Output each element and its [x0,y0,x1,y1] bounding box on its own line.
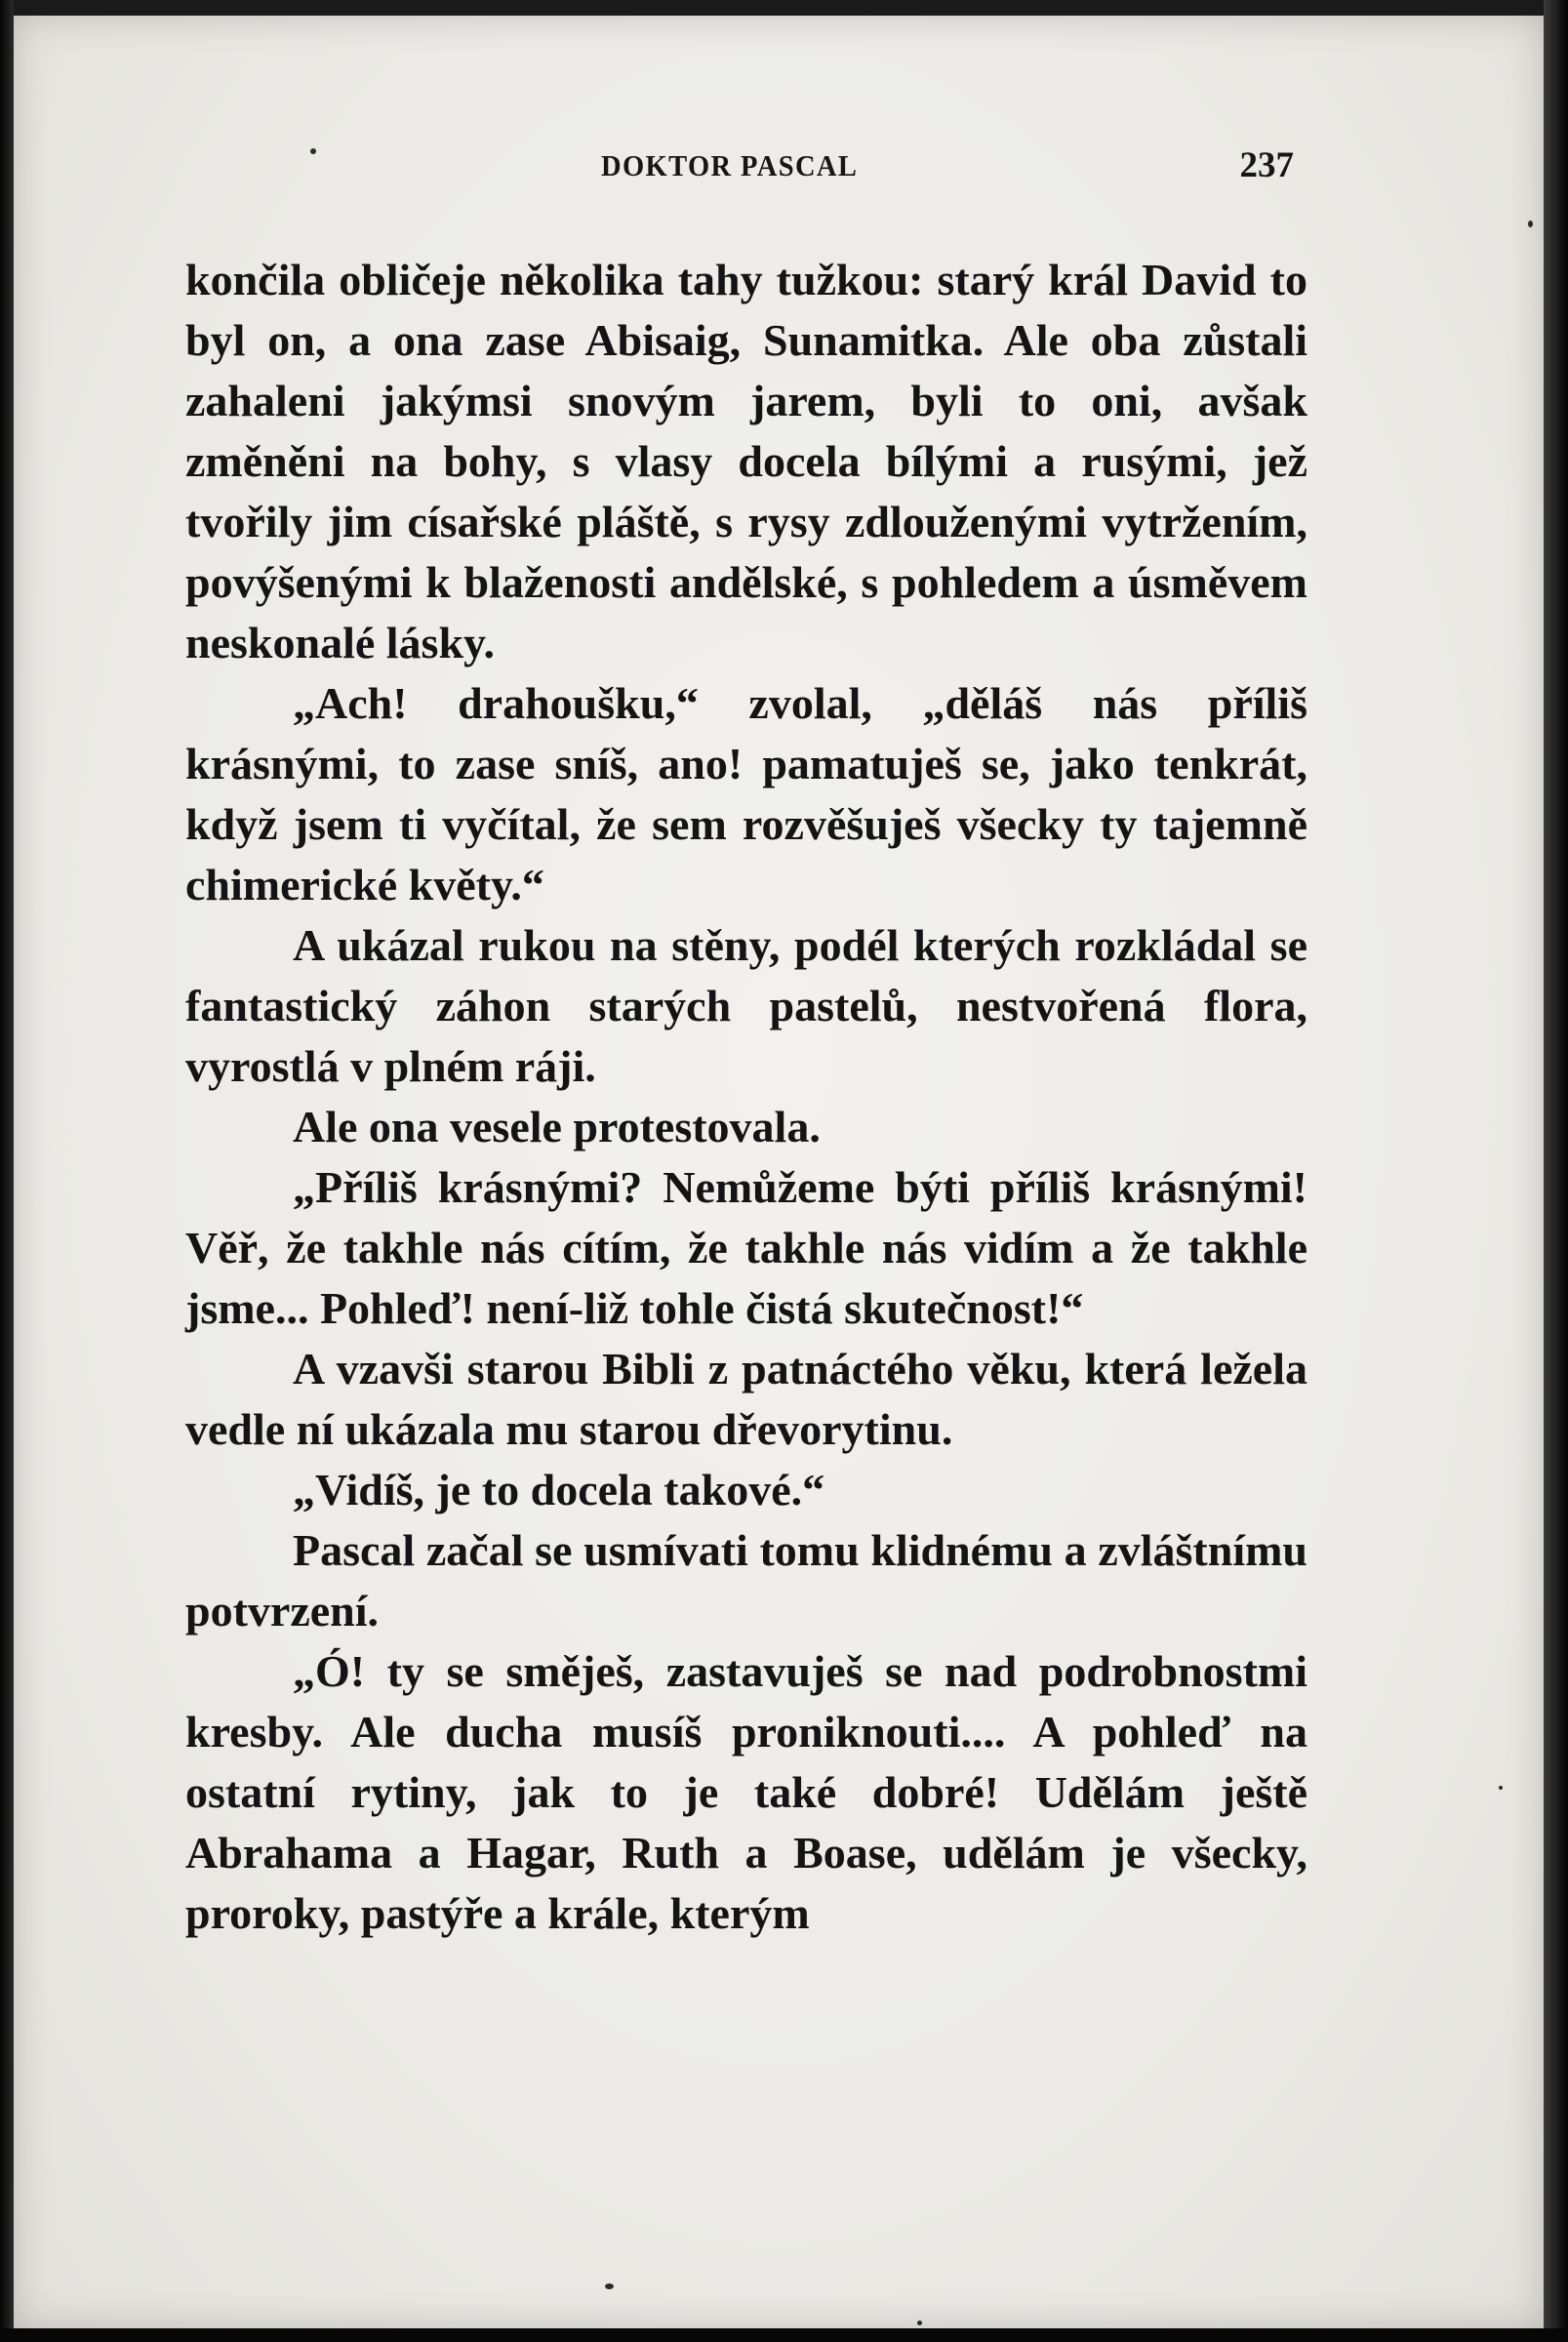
dust-speck [310,148,316,154]
body-text [185,250,1307,1944]
paragraph: A vzavši starou Bibli z patnáctého věku, která ležela vedle ní ukázala mu starou dřevorytinu. [185,1344,1307,1454]
running-title: DOKTOR PASCAL [601,148,859,182]
dust-speck [605,2283,614,2289]
page-header [601,145,1294,195]
dust-speck [1499,1786,1503,1790]
paragraph: A ukázal rukou na stěny, podél kterých rozkládal se fantastický záhon starých pastelů, nestvořená flora, vyrostlá v plném ráji. [185,920,1307,1091]
dust-speck [1528,221,1533,227]
paragraph: „Ach! drahoušku,“ zvolal, „děláš nás příliš krásnými, to zase sníš, ano! pamatuješ se, jako tenkrát, když jsem ti vyčítal, že sem rozvěšuješ všecky ty tajemně chimerické květy.“ [185,678,1307,909]
paragraph: „Vidíš, je to docela takové.“ [293,1465,825,1514]
paragraph: Ale ona vesele protestovala. [293,1102,821,1151]
scan-edge-bottom [0,2328,1568,2342]
scan-edge-right [1544,0,1568,2342]
scan-edge-left [0,0,14,2342]
dust-speck [917,2321,922,2325]
paragraph: „Příliš krásnými? Nemůžeme býti příliš krásnými! Věř, že takhle nás cítím, že takhle nás vidím a že takhle jsme... Pohleď! není-liž tohle čistá skutečnost!“ [185,1162,1307,1333]
paragraph: „Ó! ty se směješ, zastavuješ se nad podrobnostmi kresby. Ale ducha musíš proniknouti.... A pohleď na ostatní rytiny, jak to je také dobré! Udělám ještě Abrahama a Hagar, Ruth a Boase, udělám je všecky, proroky, pastýře a krále, kterým [185,1646,1307,1938]
paragraph: končila obličeje několika tahy tužkou: starý král David to byl on, a ona zase Abisaig, Sunamitka. Ale oba zůstali zahaleni jakýmsi snovým jarem, byli to oni, avšak změněni na bohy, s vlasy docela bílými a rusými, jež tvořily jim císařské pláště, s rysy zdlouženými vytržením, povýšenými k blaženosti andělské, s pohledem a úsměvem neskonalé lásky. [185,255,1307,667]
page-number: 237 [1239,145,1294,185]
paragraph: Pascal začal se usmívati tomu klidnému a zvláštnímu potvrzení. [185,1525,1307,1635]
